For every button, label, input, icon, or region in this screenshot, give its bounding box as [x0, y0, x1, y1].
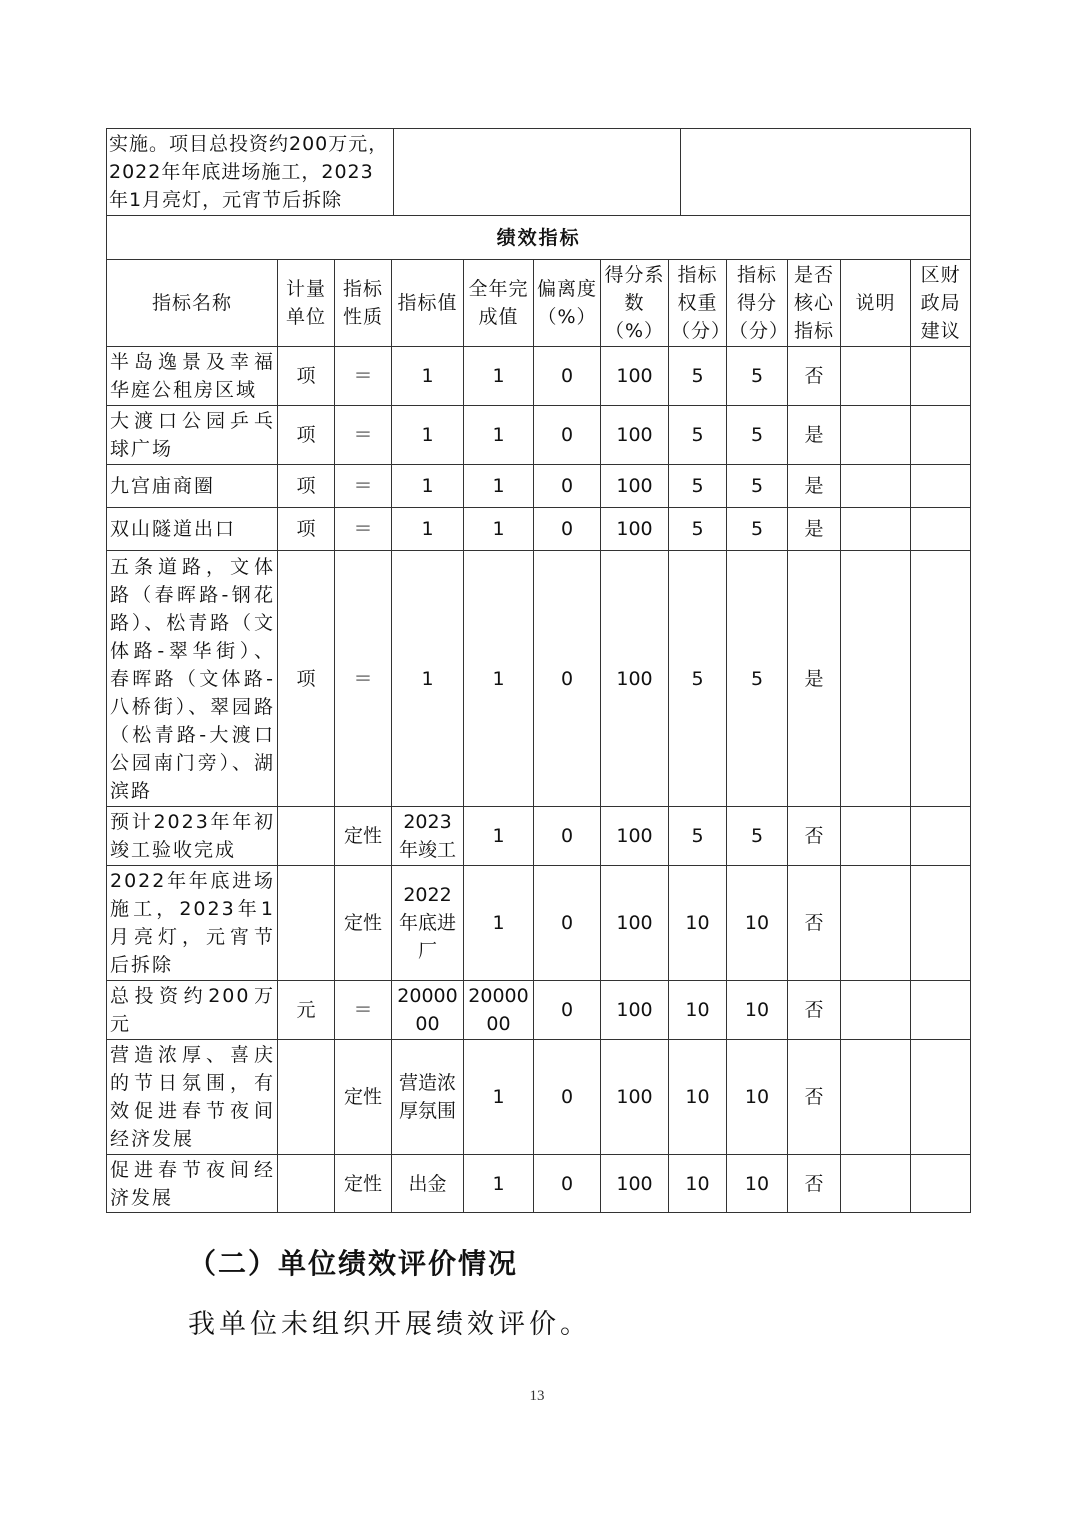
- finance-advice-cell: [911, 807, 971, 866]
- target-value-cell: 1: [392, 551, 464, 807]
- finance-advice-cell: [911, 551, 971, 807]
- table-row: [107, 866, 971, 981]
- deviation-cell: 0: [534, 866, 601, 981]
- unit-cell: 项: [278, 406, 335, 465]
- core-indicator-cell: 否: [788, 807, 841, 866]
- target-value-cell: 2023年竣工: [392, 807, 464, 866]
- section-subtitle: （二）单位绩效评价情况: [188, 1247, 519, 1280]
- continuation-table: [106, 128, 971, 216]
- table-row: [107, 347, 971, 406]
- target-value-cell: 2000000: [392, 981, 464, 1040]
- score-cell: 5: [727, 508, 788, 551]
- metric-name-cell: 总投资约200万元: [107, 981, 278, 1040]
- finance-advice-cell: [911, 1040, 971, 1155]
- table-row: [107, 508, 971, 551]
- note-cell: [841, 406, 911, 465]
- score-coefficient-cell: 100: [601, 465, 669, 508]
- note-cell: [841, 508, 911, 551]
- column-header: 计量单位: [278, 260, 335, 347]
- weight-cell: 5: [669, 347, 727, 406]
- target-value-cell: 2022年底进厂: [392, 866, 464, 981]
- actual-value-cell: 1: [464, 508, 534, 551]
- column-header: 区财政局建议: [911, 260, 971, 347]
- note-cell: [841, 1155, 911, 1213]
- score-coefficient-cell: 100: [601, 347, 669, 406]
- finance-advice-cell: [911, 1155, 971, 1213]
- score-coefficient-cell: 100: [601, 866, 669, 981]
- core-indicator-cell: 否: [788, 1155, 841, 1213]
- target-value-cell: 出金: [392, 1155, 464, 1213]
- core-indicator-cell: 是: [788, 551, 841, 807]
- unit-cell: 项: [278, 551, 335, 807]
- score-coefficient-cell: 100: [601, 1155, 669, 1213]
- metric-name-cell: 双山隧道出口: [107, 508, 278, 551]
- core-indicator-cell: 否: [788, 1040, 841, 1155]
- column-header: 说明: [841, 260, 911, 347]
- table-row: [107, 465, 971, 508]
- note-cell: [841, 347, 911, 406]
- score-coefficient-cell: 100: [601, 406, 669, 465]
- performance-metrics-table: [106, 215, 971, 1213]
- actual-value-cell: 1: [464, 1040, 534, 1155]
- table-row: [107, 807, 971, 866]
- deviation-cell: 0: [534, 406, 601, 465]
- metric-name-cell: 九宫庙商圈: [107, 465, 278, 508]
- nature-cell: 定性: [335, 1040, 392, 1155]
- weight-cell: 10: [669, 1155, 727, 1213]
- column-header: 是否核心指标: [788, 260, 841, 347]
- continuation-row: [107, 129, 971, 216]
- unit-cell: 项: [278, 465, 335, 508]
- score-cell: 10: [727, 1040, 788, 1155]
- target-value-cell: 营造浓厚氛围: [392, 1040, 464, 1155]
- deviation-cell: 0: [534, 551, 601, 807]
- core-indicator-cell: 是: [788, 465, 841, 508]
- empty-cell: [681, 129, 971, 216]
- table-row: [107, 406, 971, 465]
- column-header: 指标得分（分）: [727, 260, 788, 347]
- column-header: 全年完成值: [464, 260, 534, 347]
- table-row: [107, 1040, 971, 1155]
- unit-cell: 元: [278, 981, 335, 1040]
- table-row: [107, 981, 971, 1040]
- note-cell: [841, 981, 911, 1040]
- column-header: 偏离度（%）: [534, 260, 601, 347]
- weight-cell: 10: [669, 981, 727, 1040]
- nature-cell: 定性: [335, 866, 392, 981]
- note-cell: [841, 551, 911, 807]
- score-coefficient-cell: 100: [601, 551, 669, 807]
- score-cell: 5: [727, 807, 788, 866]
- target-value-cell: 1: [392, 508, 464, 551]
- metric-name-cell: 大渡口公园乒乓球广场: [107, 406, 278, 465]
- header-row: [107, 260, 971, 347]
- actual-value-cell: 1: [464, 551, 534, 807]
- weight-cell: 5: [669, 807, 727, 866]
- weight-cell: 5: [669, 406, 727, 465]
- note-cell: [841, 1040, 911, 1155]
- score-cell: 5: [727, 347, 788, 406]
- core-indicator-cell: 是: [788, 508, 841, 551]
- unit-cell: 项: [278, 508, 335, 551]
- finance-advice-cell: [911, 465, 971, 508]
- finance-advice-cell: [911, 981, 971, 1040]
- core-indicator-cell: 否: [788, 866, 841, 981]
- weight-cell: 5: [669, 551, 727, 807]
- nature-cell: ＝: [335, 981, 392, 1040]
- score-cell: 10: [727, 1155, 788, 1213]
- finance-advice-cell: [911, 406, 971, 465]
- weight-cell: 5: [669, 465, 727, 508]
- finance-advice-cell: [911, 866, 971, 981]
- actual-value-cell: 1: [464, 465, 534, 508]
- score-cell: 5: [727, 551, 788, 807]
- note-cell: [841, 465, 911, 508]
- column-header: 得分系数（%）: [601, 260, 669, 347]
- column-header: 指标性质: [335, 260, 392, 347]
- target-value-cell: 1: [392, 347, 464, 406]
- deviation-cell: 0: [534, 347, 601, 406]
- score-cell: 5: [727, 406, 788, 465]
- metric-name-cell: 促进春节夜间经济发展: [107, 1155, 278, 1213]
- column-header: 指标值: [392, 260, 464, 347]
- core-indicator-cell: 是: [788, 406, 841, 465]
- deviation-cell: 0: [534, 1040, 601, 1155]
- deviation-cell: 0: [534, 807, 601, 866]
- column-header: 指标名称: [107, 260, 278, 347]
- target-value-cell: 1: [392, 465, 464, 508]
- actual-value-cell: 1: [464, 347, 534, 406]
- metric-name-cell: 预计2023年年初竣工验收完成: [107, 807, 278, 866]
- nature-cell: ＝: [335, 406, 392, 465]
- actual-value-cell: 1: [464, 1155, 534, 1213]
- metric-name-cell: 营造浓厚、喜庆的节日氛围，有效促进春节夜间经济发展: [107, 1040, 278, 1155]
- unit-cell: [278, 866, 335, 981]
- section-title: 绩效指标: [107, 216, 971, 260]
- unit-cell: 项: [278, 347, 335, 406]
- core-indicator-cell: 否: [788, 347, 841, 406]
- weight-cell: 10: [669, 866, 727, 981]
- finance-advice-cell: [911, 347, 971, 406]
- score-cell: 10: [727, 981, 788, 1040]
- nature-cell: ＝: [335, 465, 392, 508]
- score-coefficient-cell: 100: [601, 981, 669, 1040]
- weight-cell: 10: [669, 1040, 727, 1155]
- score-cell: 5: [727, 465, 788, 508]
- score-coefficient-cell: 100: [601, 508, 669, 551]
- actual-value-cell: 1: [464, 406, 534, 465]
- nature-cell: 定性: [335, 807, 392, 866]
- score-cell: 10: [727, 866, 788, 981]
- table-row: [107, 1155, 971, 1213]
- metric-name-cell: 半岛逸景及幸福华庭公租房区域: [107, 347, 278, 406]
- target-value-cell: 1: [392, 406, 464, 465]
- note-cell: [841, 807, 911, 866]
- body-paragraph: 我单位未组织开展绩效评价。: [188, 1309, 591, 1340]
- table-row: [107, 551, 971, 807]
- score-coefficient-cell: 100: [601, 1040, 669, 1155]
- nature-cell: ＝: [335, 347, 392, 406]
- actual-value-cell: 1: [464, 807, 534, 866]
- project-description: 实施。项目总投资约200万元，2022年年底进场施工，2023年1月亮灯，元宵节后拆除: [107, 129, 394, 216]
- unit-cell: [278, 1040, 335, 1155]
- deviation-cell: 0: [534, 981, 601, 1040]
- empty-cell: [394, 129, 681, 216]
- actual-value-cell: 2000000: [464, 981, 534, 1040]
- deviation-cell: 0: [534, 508, 601, 551]
- actual-value-cell: 1: [464, 866, 534, 981]
- weight-cell: 5: [669, 508, 727, 551]
- column-header: 指标权重（分）: [669, 260, 727, 347]
- score-coefficient-cell: 100: [601, 807, 669, 866]
- unit-cell: [278, 1155, 335, 1213]
- finance-advice-cell: [911, 508, 971, 551]
- metric-name-cell: 五条道路，文体路（春晖路-钢花路）、松青路（文体路-翠华街）、春晖路（文体路-八桥街）、翠园路（松青路-大渡口公园南门旁）、湖滨路: [107, 551, 278, 807]
- deviation-cell: 0: [534, 465, 601, 508]
- deviation-cell: 0: [534, 1155, 601, 1213]
- metric-rows: [107, 347, 971, 1213]
- core-indicator-cell: 否: [788, 981, 841, 1040]
- page-number: 13: [529, 1388, 545, 1404]
- nature-cell: ＝: [335, 551, 392, 807]
- metric-name-cell: 2022年年底进场施工，2023年1月亮灯，元宵节后拆除: [107, 866, 278, 981]
- nature-cell: 定性: [335, 1155, 392, 1213]
- note-cell: [841, 866, 911, 981]
- unit-cell: [278, 807, 335, 866]
- nature-cell: ＝: [335, 508, 392, 551]
